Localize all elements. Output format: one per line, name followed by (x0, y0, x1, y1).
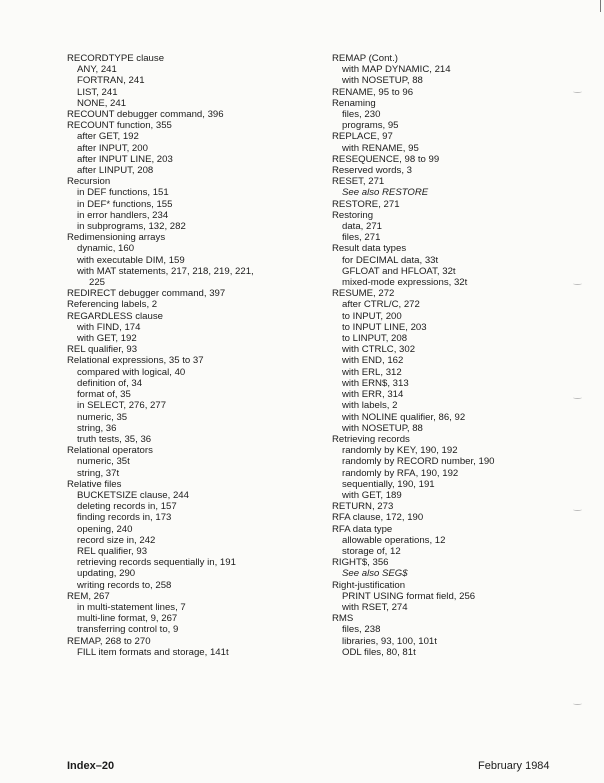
index-entry: Renaming (332, 97, 376, 109)
index-subentry: BUCKETSIZE clause, 244 (77, 489, 189, 501)
index-entry: Reserved words, 3 (332, 165, 412, 177)
index-subentry: record size in, 242 (77, 534, 156, 546)
index-entry: RESET, 271 (332, 176, 385, 188)
index-subentry: randomly by RFA, 190, 192 (342, 467, 459, 479)
index-subentry: in multi-statement lines, 7 (77, 601, 186, 613)
index-subentry: REL qualifier, 93 (77, 545, 148, 557)
index-subentry: storage of, 12 (342, 545, 401, 557)
margin-mark (573, 702, 582, 705)
index-subentry: See also RESTORE (342, 187, 429, 199)
index-entry: RIGHT$, 356 (332, 557, 389, 569)
index-subentry: NONE, 241 (77, 97, 127, 109)
index-subentry: with ERN$, 313 (342, 377, 409, 389)
index-entry: RETURN, 273 (332, 501, 394, 513)
index-subentry: in DEF functions, 151 (77, 187, 169, 199)
index-subentry: numeric, 35 (77, 411, 128, 423)
index-subentry: with RENAME, 95 (342, 142, 419, 154)
index-entry: RECOUNT function, 355 (67, 120, 172, 132)
index-subentry: string, 37t (77, 467, 120, 479)
index-subentry: in SELECT, 276, 277 (77, 400, 167, 412)
index-subentry: with MAP DYNAMIC, 214 (342, 64, 451, 76)
index-entry: RESUME, 272 (332, 288, 395, 300)
index-subentry: with FIND, 174 (77, 321, 141, 333)
index-entry: Referencing labels, 2 (67, 299, 158, 311)
index-subentry: after LINPUT, 208 (77, 165, 154, 177)
index-subentry: after INPUT, 200 (77, 142, 148, 154)
margin-mark (573, 282, 582, 285)
index-subentry: sequentially, 190, 191 (342, 478, 435, 490)
index-subentry: PRINT USING format field, 256 (342, 590, 476, 602)
index-entry: RFA clause, 172, 190 (332, 512, 424, 524)
index-subentry: after GET, 192 (77, 131, 139, 143)
index-subentry: with RSET, 274 (342, 601, 408, 613)
index-subentry: format of, 35 (77, 389, 131, 401)
index-subentry: FORTRAN, 241 (77, 75, 145, 87)
index-subentry: files, 230 (342, 109, 381, 121)
index-entry: Relative files (67, 478, 122, 490)
index-subentry: mixed-mode expressions, 32t (342, 277, 468, 289)
margin-mark (573, 396, 582, 399)
index-subentry: finding records in, 173 (77, 512, 172, 524)
index-subentry: with GET, 189 (342, 489, 402, 501)
index-entry: RESTORE, 271 (332, 198, 400, 210)
index-subentry: See also SEG$ (342, 568, 408, 580)
index-subentry: multi-line format, 9, 267 (77, 613, 178, 625)
page-number: Index–20 (67, 760, 115, 772)
index-subentry: truth tests, 35, 36 (77, 433, 152, 445)
index-entry: REM, 267 (67, 590, 110, 602)
index-subentry: with END, 162 (342, 355, 404, 367)
index-subentry: in subprograms, 132, 282 (77, 221, 186, 233)
index-subentry: with ERL, 312 (342, 366, 402, 378)
index-subentry: after CTRL/C, 272 (342, 299, 420, 311)
index-entry: RFA data type (332, 523, 393, 535)
index-entry: Result data types (332, 243, 407, 255)
index-subentry: with MAT statements, 217, 218, 219, 221, (77, 265, 254, 277)
index-subentry: with NOLINE qualifier, 86, 92 (342, 411, 466, 423)
index-subentry: ANY, 241 (77, 64, 117, 76)
index-subentry: to INPUT, 200 (342, 310, 402, 322)
index-subentry: with NOSETUP, 88 (342, 75, 423, 87)
index-subentry: randomly by RECORD number, 190 (342, 456, 495, 468)
index-subentry: compared with logical, 40 (77, 366, 186, 378)
scan-edge-mark (600, 0, 601, 12)
index-entry: Relational expressions, 35 to 37 (67, 355, 204, 367)
index-entry: REL qualifier, 93 (67, 344, 138, 356)
index-subentry: to INPUT LINE, 203 (342, 321, 427, 333)
index-entry: Right-justification (332, 579, 406, 591)
index-subentry: 225 (89, 277, 106, 289)
index-subentry: files, 271 (342, 232, 381, 244)
index-entry: RECOUNT debugger command, 396 (67, 109, 224, 121)
index-subentry: randomly by KEY, 190, 192 (342, 445, 458, 457)
publication-date: February 1984 (478, 760, 550, 772)
index-subentry: transferring control to, 9 (77, 624, 179, 636)
index-entry: RENAME, 95 to 96 (332, 86, 414, 98)
index-entry: Relational operators (67, 445, 153, 457)
index-entry: REGARDLESS clause (67, 310, 163, 322)
index-entry: REPLACE, 97 (332, 131, 393, 143)
index-subentry: updating, 290 (77, 568, 136, 580)
index-subentry: numeric, 35t (77, 456, 130, 468)
margin-mark (573, 90, 582, 93)
index-subentry: with ERR, 314 (342, 389, 404, 401)
index-entry: REMAP (Cont.) (332, 53, 398, 64)
index-subentry: files, 238 (342, 624, 381, 636)
index-subentry: with labels, 2 (342, 400, 398, 412)
index-subentry: writing records to, 258 (77, 579, 172, 591)
index-entry: Retrieving records (332, 433, 410, 445)
index-entry: Recursion (67, 176, 111, 188)
index-entry: RECORDTYPE clause (67, 53, 165, 64)
index-entry: REDIRECT debugger command, 397 (67, 288, 226, 300)
index-subentry: in DEF* functions, 155 (77, 198, 173, 210)
index-subentry: with GET, 192 (77, 333, 137, 345)
index-subentry: in error handlers, 234 (77, 209, 169, 221)
index-subentry: definition of, 34 (77, 377, 143, 389)
index-entry: Redimensioning arrays (67, 232, 166, 244)
index-subentry: GFLOAT and HFLOAT, 32t (342, 265, 456, 277)
index-subentry: ODL files, 80, 81t (342, 646, 416, 658)
index-subentry: LIST, 241 (77, 86, 118, 98)
index-subentry: dynamic, 160 (77, 243, 135, 255)
index-entry: RMS (332, 613, 354, 625)
index-subentry: with CTRLC, 302 (342, 344, 416, 356)
index-subentry: FILL item formats and storage, 141t (77, 646, 229, 658)
index-entry: Restoring (332, 209, 374, 221)
index-column-left (67, 53, 307, 658)
index-entry: RESEQUENCE, 98 to 99 (332, 153, 440, 165)
index-entry: REMAP, 268 to 270 (67, 635, 151, 647)
index-subentry: programs, 95 (342, 120, 399, 132)
index-subentry: string, 36 (77, 422, 117, 434)
index-subentry: with NOSETUP, 88 (342, 422, 423, 434)
index-subentry: data, 271 (342, 221, 383, 233)
index-subentry: with executable DIM, 159 (77, 254, 185, 266)
margin-mark (573, 508, 582, 511)
index-subentry: after INPUT LINE, 203 (77, 153, 173, 165)
index-subentry: for DECIMAL data, 33t (342, 254, 439, 266)
index-subentry: libraries, 93, 100, 101t (342, 635, 437, 647)
index-subentry: deleting records in, 157 (77, 501, 177, 513)
index-subentry: opening, 240 (77, 523, 133, 535)
index-subentry: to LINPUT, 208 (342, 333, 408, 345)
index-column-right (332, 53, 567, 658)
index-subentry: allowable operations, 12 (342, 534, 446, 546)
index-subentry: retrieving records sequentially in, 191 (77, 557, 236, 569)
